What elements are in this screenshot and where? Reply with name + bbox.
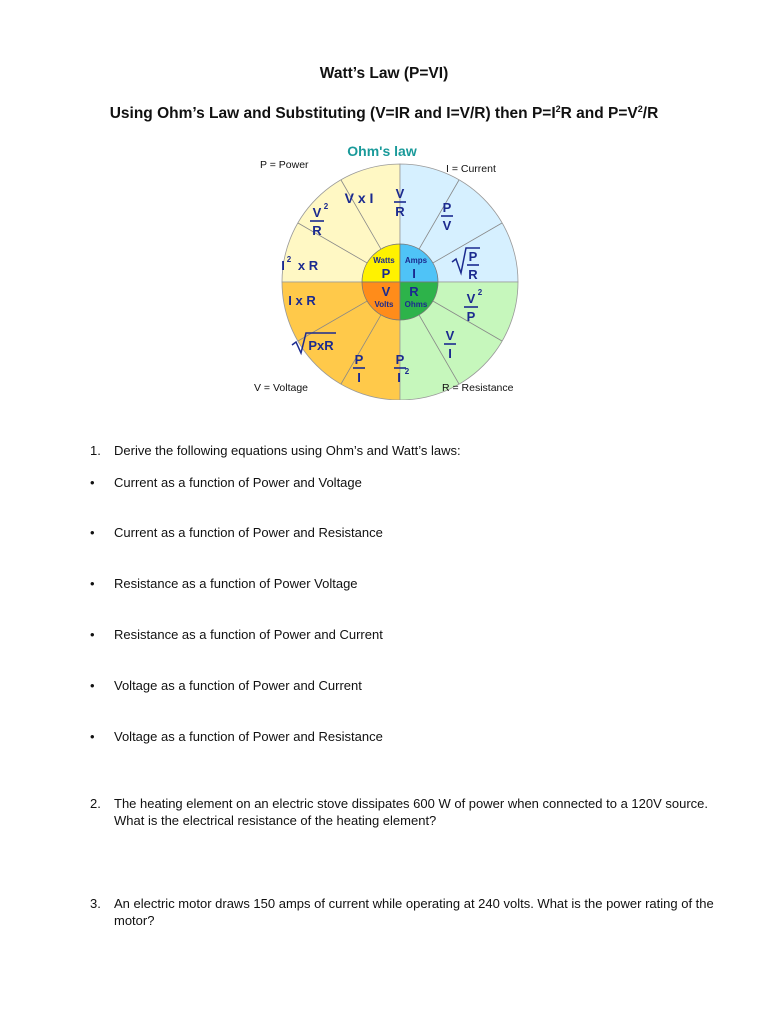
label-resistance: R = Resistance	[442, 382, 514, 394]
question-1-number: 1.	[90, 443, 101, 458]
formula-i2-times-r-sup: 2	[286, 255, 292, 264]
center-r: R	[409, 284, 419, 299]
subtitle-mid: R and P=V	[560, 105, 638, 123]
formula-p-over-i-den: I	[357, 370, 361, 385]
bullet-text: Voltage as a function of Power and Current	[114, 678, 362, 693]
label-power: P = Power	[260, 159, 309, 171]
center-volts-label: Volts	[374, 300, 394, 309]
question-1-text: Derive the following equations using Ohm’s and Watt’s laws:	[114, 443, 461, 458]
page-title: Watt’s Law (P=VI)	[319, 65, 449, 82]
bullet-dot: •	[90, 525, 95, 540]
subtitle-sup-1: 2	[555, 104, 561, 114]
label-voltage: V = Voltage	[254, 382, 309, 394]
formula-v-over-i-den: I	[448, 346, 452, 361]
bullet-dot: •	[90, 678, 95, 693]
formula-sqrt-p-over-r-den: R	[468, 267, 478, 282]
formula-p-over-i2-num: P	[395, 352, 405, 367]
formula-i2-times-r-i: I	[281, 258, 285, 273]
formula-p-over-i2-den: I	[397, 370, 401, 385]
ohms-law-wheel	[240, 140, 540, 400]
bullet-dot: •	[90, 627, 95, 642]
bullet-dot: •	[90, 729, 95, 744]
formula-v-over-r-den: R	[395, 204, 405, 219]
wheel-heading: Ohm's law	[347, 143, 417, 159]
formula-v-over-r-num: V	[395, 186, 405, 201]
bullet-text: Resistance as a function of Power and Current	[114, 627, 383, 642]
bullet-text: Voltage as a function of Power and Resistance	[114, 729, 383, 744]
formula-v2-over-r-num: V	[312, 205, 322, 220]
subtitle-sup-2: 2	[637, 104, 643, 114]
subtitle-prefix: Using Ohm’s Law and Substituting (V=IR and I=V/R) then P=I	[109, 105, 556, 123]
formula-v2-over-p-den: P	[466, 309, 476, 324]
bullet-text: Current as a function of Power and Voltage	[114, 475, 362, 490]
center-v: V	[381, 284, 391, 299]
formula-v-times-i: V x I	[344, 190, 374, 206]
formula-v-over-i-num: V	[445, 328, 455, 343]
formula-v2-over-r-den: R	[312, 223, 322, 238]
question-2-number: 2.	[90, 796, 101, 811]
bullet-text: Current as a function of Power and Resistance	[114, 525, 383, 540]
page-subtitle	[0, 104, 768, 123]
formula-p-over-i-num: P	[354, 352, 364, 367]
formula-i-times-r: I x R	[288, 293, 316, 308]
bullet-dot: •	[90, 576, 95, 591]
center-amps-label: Amps	[404, 256, 428, 265]
center-watts-label: Watts	[373, 256, 395, 265]
label-current: I = Current	[446, 163, 496, 175]
question-2-text: The heating element on an electric stove dissipates 600 W of power when connected to a 120V source. What is the electrical resistance of the heating element?	[114, 796, 709, 828]
center-ohms-label: Ohms	[404, 300, 428, 309]
question-3-text: An electric motor draws 150 amps of current while operating at 240 volts. What is the power rating of the motor?	[114, 896, 714, 928]
formula-v2-over-p-num: V	[466, 291, 476, 306]
formula-sqrt-p-over-r-num: P	[468, 249, 478, 264]
formula-v2-over-r-sup: 2	[323, 202, 329, 211]
bullet-dot: •	[90, 475, 95, 490]
formula-sqrt-pxr-text: PxR	[308, 338, 334, 353]
formula-i2-times-r-rest: x R	[297, 258, 319, 273]
formula-p-over-i2-sup: 2	[404, 367, 410, 376]
center-i: I	[412, 266, 416, 281]
center-p: P	[381, 266, 391, 281]
formula-p-over-v-den: V	[442, 218, 452, 233]
formula-v2-over-p-sup: 2	[477, 288, 483, 297]
subtitle-suffix: /R	[642, 105, 659, 123]
question-3-number: 3.	[90, 896, 101, 911]
bullet-text: Resistance as a function of Power Voltage	[114, 576, 358, 591]
formula-p-over-v-num: P	[442, 200, 452, 215]
